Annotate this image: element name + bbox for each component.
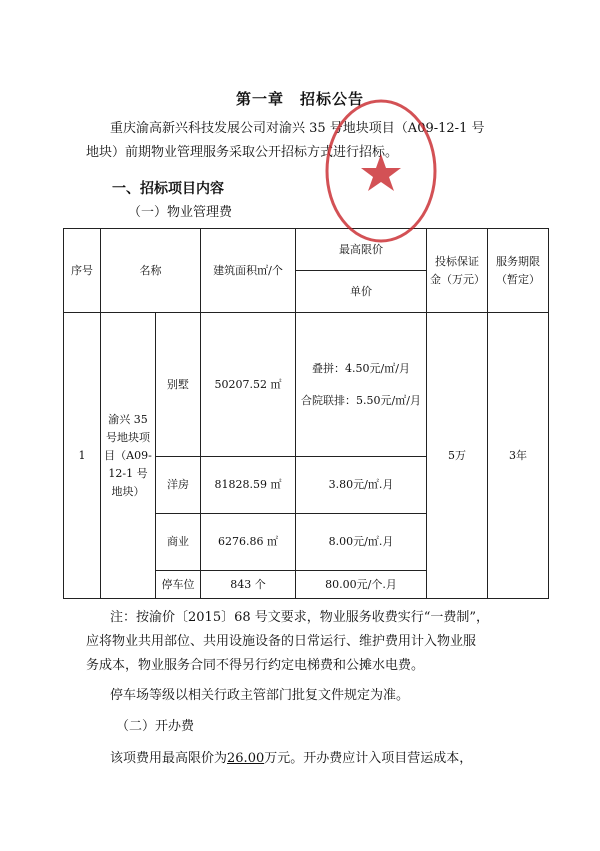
item-name-apartment: 洋房 xyxy=(156,457,201,514)
note-line-1: 注：按渝价〔2015〕68 号文要求，物业服务收费实行“一费制”， xyxy=(110,610,490,625)
fee-suffix: 万元。开办费应计入项目营运成本， xyxy=(264,751,473,766)
item-price-villa xyxy=(296,313,427,457)
price-villa-courtyard: 合院联排：5.50元/㎡/月 xyxy=(301,393,421,407)
item-price-commercial: 8.00元/㎡.月 xyxy=(296,514,427,571)
item-area-commercial: 6276.86 ㎡ xyxy=(201,514,296,571)
item-name-commercial: 商业 xyxy=(156,514,201,571)
fee-amount: 26.00 xyxy=(227,751,265,766)
note-line-2: 应将物业共用部位、共用设施设备的日常运行、维护费用计入物业服 xyxy=(86,634,477,649)
header-period: 服务期限（暂定） xyxy=(488,229,549,313)
item-area-villa: 50207.52 ㎡ xyxy=(201,313,296,457)
item-name-villa: 别墅 xyxy=(156,313,201,457)
price-villa-stacked: 叠拼：4.50元/㎡/月 xyxy=(312,361,410,375)
fee-prefix: 该项费用最高限价为 xyxy=(110,751,228,766)
intro-line-1: 重庆渝高新兴科技发展公司对渝兴 35 号地块项目（A09-12-1 号 xyxy=(110,121,485,136)
header-unit-price: 单价 xyxy=(296,271,427,313)
subsection1-heading: （一）物业管理费 xyxy=(128,205,233,220)
company-seal-icon xyxy=(322,96,440,246)
intro-line-2: 地块）前期物业管理服务采取公开招标方式进行招标。 xyxy=(86,145,399,160)
deposit-value: 5万 xyxy=(427,313,488,599)
header-max-price: 最高限价 xyxy=(296,229,427,271)
header-area: 建筑面积㎡/个 xyxy=(201,229,296,313)
item-price-apartment: 3.80元/㎡.月 xyxy=(296,457,427,514)
row-no: 1 xyxy=(64,313,101,599)
property-fee-table xyxy=(63,228,549,599)
item-area-apartment: 81828.59 ㎡ xyxy=(201,457,296,514)
note-line-4: 停车场等级以相关行政主管部门批复文件规定为准。 xyxy=(110,688,410,703)
item-area-parking: 843 个 xyxy=(201,571,296,599)
project-name: 渝兴 35 号地块项目（A09-12-1 号地块） xyxy=(101,313,156,599)
section1-heading: 一、招标项目内容 xyxy=(112,181,224,197)
item-price-parking: 80.00元/个.月 xyxy=(296,571,427,599)
header-deposit: 投标保证金（万元） xyxy=(427,229,488,313)
fee-line xyxy=(110,748,472,770)
subsection2-heading: （二）开办费 xyxy=(116,719,195,734)
header-no: 序号 xyxy=(64,229,101,313)
note-line-3: 务成本，物业服务合同不得另行约定电梯费和公摊水电费。 xyxy=(86,658,425,673)
chapter-title: 第一章 招标公告 xyxy=(235,90,364,108)
header-name: 名称 xyxy=(101,229,201,313)
item-name-parking: 停车位 xyxy=(156,571,201,599)
period-value: 3年 xyxy=(488,313,549,599)
